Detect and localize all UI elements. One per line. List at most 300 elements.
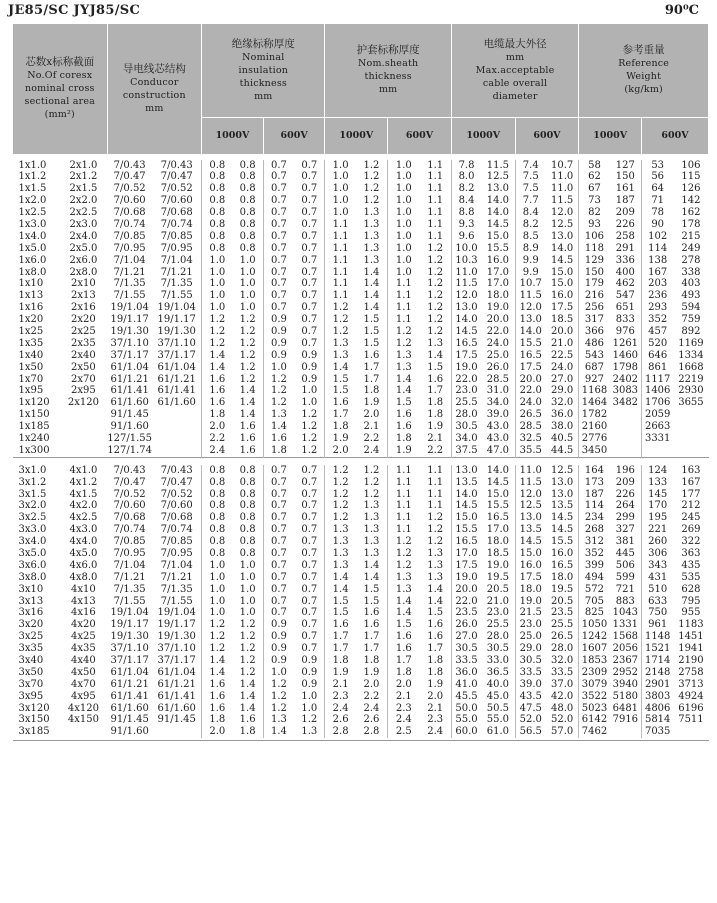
cell-value: 1.6 (209, 702, 226, 714)
cell-value: 10.3 (455, 254, 478, 266)
cell-value: 0.9 (301, 361, 318, 373)
cell-value: 2.1 (363, 421, 380, 433)
cell-value: 52.0 (519, 714, 542, 726)
cell-value: 0.8 (239, 183, 256, 195)
cell-value: 1.0 (332, 159, 349, 171)
cell-value: 4x6.0 (69, 559, 98, 571)
cell-value: 19.0 (486, 559, 510, 571)
cell-value: 1.7 (363, 373, 380, 385)
cell-value: 16.5 (455, 337, 478, 349)
cell-value: 34.0 (455, 432, 478, 444)
cell-value: 1x3.0 (18, 218, 47, 230)
cell-value: 1.6 (363, 619, 380, 631)
cell-value: 1798 (612, 361, 639, 373)
cell-value: 40.5 (550, 432, 574, 444)
cell-value: 0.7 (301, 488, 318, 500)
cell-value: 1.4 (209, 655, 226, 667)
cell-value: 1.6 (395, 631, 412, 643)
cell-value: 1334 (678, 349, 704, 361)
cell-value: 833 (615, 314, 635, 326)
cell-value: 42.0 (550, 690, 574, 702)
cell-value: 1242 (581, 631, 608, 643)
cell-value: 1x10 (18, 278, 44, 290)
cell-value: 2x70 (71, 373, 96, 385)
cell-value: 36.0 (550, 409, 574, 421)
cell-value: 0.7 (271, 290, 287, 302)
cell-value: 43.0 (486, 421, 510, 433)
cell-value: 1.1 (332, 242, 349, 254)
weight-1000v: 1000V (579, 117, 642, 154)
cell-value: 11.5 (550, 195, 574, 207)
cell-value: 13.0 (455, 464, 478, 476)
cell-value: 1568 (612, 631, 639, 643)
cell-value: 7/0.43 (113, 464, 146, 476)
cell-value: 0.7 (301, 595, 318, 607)
cell-value: 7/1.35 (160, 278, 193, 290)
cell-value: 0.8 (209, 218, 226, 230)
cell-value: 18.5 (486, 548, 510, 559)
cell-value: 1.4 (209, 666, 226, 678)
cell-value: 0.8 (239, 230, 256, 242)
cell-value: 1.4 (271, 726, 287, 738)
cell-value: 1.0 (239, 278, 256, 290)
cell-value: 93 (588, 218, 601, 230)
cell-value: 7/0.47 (160, 171, 193, 183)
cell-value: 0.7 (271, 488, 287, 500)
cell-value: 3x150 (18, 714, 50, 726)
cell-value: 431 (648, 571, 668, 583)
cell-value: 1.7 (363, 643, 380, 655)
cell-value: 572 (584, 583, 605, 595)
cell-value: 10.0 (455, 242, 478, 254)
cell-value: 17.0 (486, 266, 510, 278)
cell-value: 7/0.95 (113, 548, 146, 559)
cell-value: 12.5 (550, 218, 574, 230)
cell-value: 14.5 (486, 476, 510, 488)
cell-value: 53 (651, 159, 665, 171)
cable-spec-table (12, 24, 709, 741)
cell-value: 1.9 (363, 397, 380, 409)
cell-value: 0.7 (301, 314, 318, 326)
cell-value: 258 (615, 230, 635, 242)
cell-value: 1.0 (239, 571, 256, 583)
cell-value: 1.1 (427, 171, 444, 183)
cell-value: 0.8 (209, 548, 226, 559)
cell-value: 4x20 (71, 619, 96, 631)
cell-value: 0.8 (239, 488, 256, 500)
cell-value: 1.0 (395, 242, 412, 254)
cell-value: 1.6 (239, 421, 256, 433)
cell-value: 1.2 (427, 290, 444, 302)
cell-value: 0.7 (271, 218, 287, 230)
cell-value: 7.7 (522, 195, 539, 207)
col-weight-1000-b (610, 465, 642, 738)
cell-value: 1.2 (239, 631, 256, 643)
cell-value: 37/1.17 (157, 655, 196, 667)
cell-value: 1.0 (332, 195, 349, 207)
cell-value: 20.0 (550, 325, 574, 337)
cell-value: 3450 (581, 444, 608, 456)
cell-value: 4x16 (71, 607, 96, 619)
cell-value: 28.0 (550, 643, 574, 655)
cell-value: 1.8 (332, 655, 349, 667)
cell-value: 16.5 (550, 559, 574, 571)
cell-value: 646 (648, 349, 668, 361)
cell-value: 7/1.35 (160, 583, 193, 595)
cell-value: 1050 (581, 619, 608, 631)
cell-value: 37.5 (455, 444, 478, 456)
cell-value: 543 (584, 349, 605, 361)
cell-value: 23.0 (486, 607, 510, 619)
cell-value: 7.4 (522, 159, 539, 171)
cell-value: 25.5 (550, 619, 574, 631)
cell-value: 50.0 (455, 702, 478, 714)
cell-value: 1.4 (332, 361, 349, 373)
cell-value: 1.7 (395, 655, 412, 667)
cell-value: 3940 (612, 678, 639, 690)
cell-value: 1.7 (427, 385, 444, 397)
cell-value: 1.6 (332, 619, 349, 631)
cell-value: 1.6 (209, 397, 226, 409)
cell-value: 13.5 (455, 476, 478, 488)
cell-value: 1.0 (209, 278, 226, 290)
cell-value: 1.1 (427, 207, 444, 219)
cell-value: 127 (615, 159, 635, 171)
cell-value: 1.5 (332, 385, 349, 397)
header-sheath: 护套标称厚度 Nom.sheath thickness mm (325, 24, 451, 117)
cell-value: 7/0.52 (160, 183, 193, 195)
cell-value: 2930 (678, 385, 704, 397)
cell-value: 1.4 (239, 690, 256, 702)
col-sheath-1000-b (356, 465, 388, 738)
cell-value: 29.0 (519, 643, 542, 655)
cell-value: 203 (648, 278, 668, 290)
cell-value: 1.5 (395, 397, 412, 409)
cell-value: 18.5 (550, 314, 574, 326)
cell-value: 0.7 (301, 337, 318, 349)
cell-value: 3x3.0 (18, 524, 47, 536)
cell-value: 221 (648, 524, 668, 536)
cell-value: 1.1 (427, 488, 444, 500)
cell-value: 12.0 (519, 302, 542, 314)
cell-value: 4x25 (71, 631, 96, 643)
cell-value: 0.9 (301, 373, 318, 385)
cell-value: 1.3 (363, 218, 380, 230)
cell-value: 19/1.17 (110, 619, 149, 631)
cell-value: 399 (584, 559, 605, 571)
cell-value: 29.0 (550, 385, 574, 397)
cell-value: 19/1.17 (157, 619, 196, 631)
cell-value: 1.3 (332, 524, 349, 536)
cell-value: 61/1.60 (110, 702, 149, 714)
cell-value: 1.6 (209, 385, 226, 397)
cell-value: 114 (584, 500, 605, 512)
cell-value: 1.0 (209, 583, 226, 595)
cell-value: 0.7 (301, 619, 318, 631)
cell-value: 33.0 (486, 655, 510, 667)
cell-value: 1x150 (18, 409, 50, 421)
cell-value: 1.4 (363, 290, 380, 302)
col-weight-600-b (673, 465, 708, 738)
cell-value: 1.2 (427, 278, 444, 290)
cell-value: 5180 (612, 690, 639, 702)
cell-value: 17.5 (550, 302, 574, 314)
cell-value: 90 (651, 218, 665, 230)
cell-value: 0.9 (301, 349, 318, 361)
cell-value: 2x95 (71, 385, 96, 397)
cell-value: 1.2 (332, 464, 349, 476)
cell-value: 1x300 (18, 444, 50, 456)
cell-value: 7/1.04 (160, 254, 193, 266)
cell-value: 23.0 (455, 385, 478, 397)
cell-value: 61/1.04 (157, 361, 196, 373)
cell-value: 24.0 (486, 337, 510, 349)
cell-value: 1.2 (271, 678, 287, 690)
cell-value: 15.5 (486, 500, 510, 512)
cell-value: 628 (681, 583, 701, 595)
cell-value: 7/1.21 (113, 571, 146, 583)
cell-value: 2776 (581, 432, 608, 444)
cell-value: 0.8 (239, 536, 256, 548)
cell-value: 2x35 (71, 337, 96, 349)
cell-value: 1.2 (427, 536, 444, 548)
cell-value: 20.0 (486, 314, 510, 326)
cell-value: 1.2 (427, 242, 444, 254)
cell-value: 14.5 (486, 218, 510, 230)
cell-value: 336 (615, 254, 635, 266)
cell-value: 0.7 (271, 171, 287, 183)
cell-value: 0.7 (271, 536, 287, 548)
header-diameter: 电缆最大外径 mm Max.acceptable cable overall diameter (451, 24, 578, 117)
cell-value: 0.8 (209, 159, 226, 171)
cell-value: 264 (615, 500, 635, 512)
cell-value: 1.6 (332, 397, 349, 409)
cell-value: 13.0 (550, 230, 574, 242)
cell-value: 187 (615, 195, 635, 207)
cell-value: 7/1.21 (113, 266, 146, 278)
cell-value: 4x40 (71, 655, 96, 667)
cell-value: 1x6.0 (18, 254, 47, 266)
cell-value: 26.5 (519, 409, 542, 421)
cell-value: 164 (584, 464, 605, 476)
col-sheath-600-b (420, 465, 452, 738)
cell-value: 91/1.60 (110, 726, 149, 738)
cell-value: 2367 (612, 655, 639, 667)
col-weight-600-b (673, 160, 708, 458)
cell-value: 1.5 (427, 607, 444, 619)
cell-value: 21.5 (519, 607, 542, 619)
cell-value: 25.0 (519, 631, 542, 643)
cell-value: 236 (648, 290, 668, 302)
cell-value: 2.2 (363, 432, 380, 444)
cell-value: 24.0 (550, 361, 574, 373)
col-weight-600-a (642, 465, 674, 738)
cell-value: 0.7 (301, 643, 318, 655)
cell-value: 1.4 (271, 421, 287, 433)
cell-value: 33.5 (455, 655, 478, 667)
cell-value: 0.8 (239, 195, 256, 207)
cell-value: 403 (681, 278, 701, 290)
cell-value: 7/0.43 (160, 159, 193, 171)
cell-value: 2.0 (427, 690, 444, 702)
cell-value: 0.8 (209, 230, 226, 242)
cell-value: 861 (648, 361, 668, 373)
cell-value: 25.0 (486, 349, 510, 361)
cell-value: 61.0 (486, 726, 510, 738)
cell-value: 173 (584, 476, 605, 488)
cell-value: 2x6.0 (69, 254, 98, 266)
col-conductor-1000 (107, 465, 152, 738)
cell-value: 17.0 (486, 278, 510, 290)
cell-value: 1.2 (332, 302, 349, 314)
cell-value: 4924 (678, 690, 704, 702)
cell-value: 0.7 (271, 266, 287, 278)
cell-value: 9.6 (458, 230, 475, 242)
cell-value: 7/0.60 (113, 195, 146, 207)
cell-value: 7/1.55 (160, 290, 193, 302)
cell-value: 1.2 (239, 349, 256, 361)
col-size-600 (60, 160, 107, 458)
cell-value: 0.9 (271, 631, 287, 643)
cell-value: 2x10 (71, 278, 96, 290)
cell-value: 28.0 (486, 631, 510, 643)
cell-value: 15.0 (455, 512, 478, 524)
cell-value: 0.7 (271, 607, 287, 619)
cell-value: 1.0 (209, 266, 226, 278)
cell-value: 115 (681, 171, 701, 183)
cell-value: 0.8 (209, 171, 226, 183)
cell-value: 4x50 (71, 666, 96, 678)
cell-value: 22.0 (486, 325, 510, 337)
cell-value: 1.4 (395, 385, 412, 397)
cell-value: 1.7 (332, 409, 349, 421)
cell-value: 1.2 (271, 397, 287, 409)
cell-value: 35.5 (519, 444, 542, 456)
cell-value: 1.2 (395, 325, 412, 337)
cell-value: 4x4.0 (69, 536, 98, 548)
cell-value: 1.2 (363, 488, 380, 500)
cell-value: 0.7 (301, 325, 318, 337)
cell-value: 9.9 (522, 254, 539, 266)
cell-value: 1x2.5 (18, 207, 47, 219)
cell-value: 2x40 (71, 349, 96, 361)
cell-value: 19.0 (519, 595, 542, 607)
cell-value: 28.0 (455, 409, 478, 421)
cell-value: 15.5 (519, 337, 542, 349)
cell-value: 1331 (612, 619, 639, 631)
cell-value: 61/1.21 (157, 373, 196, 385)
cell-value: 1169 (678, 337, 704, 349)
cell-value: 2.2 (363, 690, 380, 702)
cell-value: 633 (648, 595, 668, 607)
col-size-600 (60, 465, 107, 738)
cell-value: 0.8 (209, 536, 226, 548)
cell-value: 1.2 (209, 643, 226, 655)
cell-value: 7.8 (458, 159, 475, 171)
cell-value: 67 (588, 183, 601, 195)
cell-value: 1607 (581, 643, 608, 655)
cell-value: 506 (615, 559, 635, 571)
cell-value: 7/0.60 (160, 500, 193, 512)
cell-value: 102 (648, 230, 668, 242)
cell-value: 0.7 (271, 242, 287, 254)
cell-value: 0.9 (271, 325, 287, 337)
cell-value: 1.0 (395, 218, 412, 230)
cell-value: 7/0.68 (160, 207, 193, 219)
cell-value: 1.2 (239, 655, 256, 667)
cell-value: 13.0 (519, 314, 542, 326)
cell-value: 1.7 (363, 361, 380, 373)
cell-value: 13.5 (550, 500, 574, 512)
cell-value: 2.2 (427, 444, 444, 456)
col-sheath-1000-a (325, 465, 356, 738)
cell-value: 7.5 (522, 183, 539, 195)
cell-value: 13.0 (550, 488, 574, 500)
cell-value: 0.7 (271, 183, 287, 195)
cell-value: 1.8 (427, 666, 444, 678)
col-sheath-600-a (388, 160, 420, 458)
cell-value: 1.1 (395, 476, 412, 488)
cell-value: 363 (681, 548, 701, 559)
cell-value: 2402 (612, 373, 639, 385)
cell-value: 6142 (581, 714, 608, 726)
insulation-600v: 600V (263, 117, 325, 154)
cell-value: 1.1 (395, 278, 412, 290)
cell-value: 61/1.04 (110, 361, 149, 373)
cell-value: 1.4 (363, 571, 380, 583)
cell-value: 1.1 (427, 159, 444, 171)
cell-value: 0.8 (209, 512, 226, 524)
cell-value: 1x8.0 (18, 266, 47, 278)
header-insulation: 绝缘标称厚度 Nominal insulation thickness mm (202, 24, 325, 117)
cell-value: 3x10 (18, 583, 44, 595)
cell-value: 510 (648, 583, 668, 595)
cell-value: 7.5 (522, 171, 539, 183)
cell-value: 1451 (678, 631, 704, 643)
cell-value: 52.0 (550, 714, 574, 726)
cell-value: 599 (615, 571, 635, 583)
cell-value: 3079 (581, 678, 608, 690)
cell-value: 7/0.47 (113, 171, 146, 183)
cell-value: 1.4 (427, 595, 444, 607)
cell-value: 22.0 (455, 373, 478, 385)
cell-value: 26.0 (455, 619, 478, 631)
cell-value: 322 (681, 536, 701, 548)
cell-value: 1.3 (271, 714, 287, 726)
cell-value: 7/1.35 (113, 583, 146, 595)
cell-value: 7/1.04 (113, 559, 146, 571)
cell-value: 4x1.2 (69, 476, 98, 488)
cell-value: 1.9 (332, 666, 349, 678)
cell-value: 9.9 (522, 266, 539, 278)
cell-value: 2x120 (67, 397, 99, 409)
cell-value: 1x4.0 (18, 230, 47, 242)
cell-value: 8.9 (522, 242, 539, 254)
cell-value: 1.3 (363, 524, 380, 536)
cell-value: 1.0 (239, 583, 256, 595)
cell-value: 0.8 (239, 548, 256, 559)
cell-value: 1.4 (395, 607, 412, 619)
cell-value: 1x25 (18, 325, 44, 337)
cell-value: 0.7 (301, 536, 318, 548)
cell-value: 1.8 (332, 421, 349, 433)
cell-value: 11.0 (550, 183, 574, 195)
cell-value: 11.5 (519, 290, 542, 302)
cell-value: 825 (584, 607, 605, 619)
cell-value: 1.1 (395, 512, 412, 524)
cell-value: 1.7 (363, 631, 380, 643)
cell-value: 19/1.04 (110, 607, 149, 619)
